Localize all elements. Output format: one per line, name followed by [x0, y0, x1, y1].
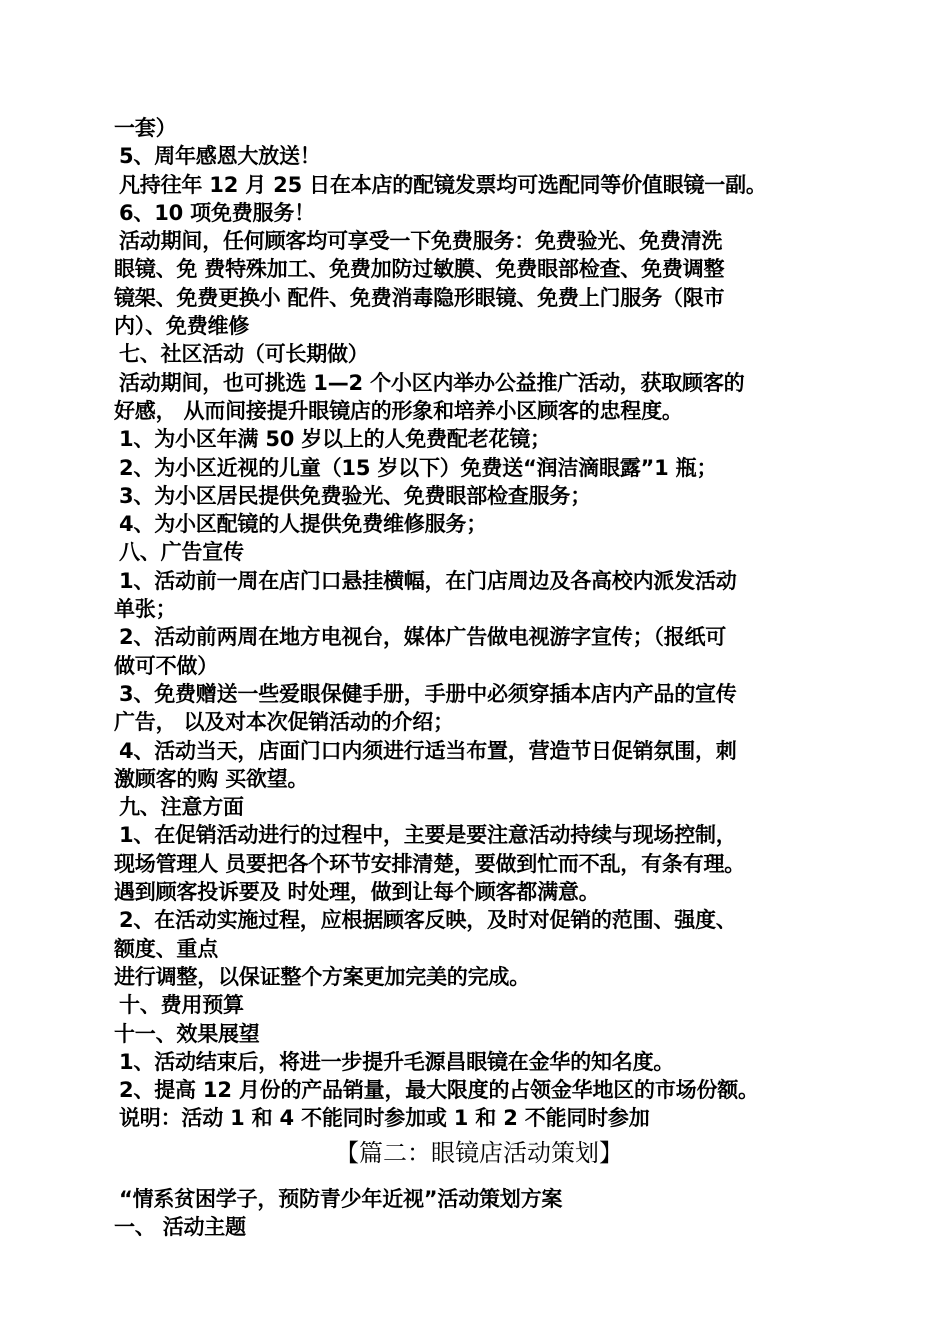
- text-line: 4、为小区配镜的人提供免费维修服务；: [119, 512, 488, 537]
- text-line: 镜架、免费更换小 配件、免费消毒隐形眼镜、免费上门服务（限市: [114, 285, 725, 310]
- text-line: 内）、免费维修: [114, 314, 250, 339]
- text-line: 3、为小区居民提供免费验光、免费眼部检查服务；: [119, 483, 592, 508]
- text-line: 七、社区活动（可长期做）: [119, 342, 369, 367]
- body-text: [114, 114, 844, 1133]
- text-line: 现场管理人 员要把各个环节安排清楚，要做到忙而不乱，有条有理。: [114, 851, 746, 876]
- text-line: 2、在活动实施过程，应根据顾客反映，及时对促销的范围、强度、: [119, 908, 737, 933]
- text-line: 十、费用预算: [119, 993, 244, 1018]
- text-line: 一套）: [114, 116, 177, 140]
- text-line: 5、周年感恩大放送！: [119, 144, 321, 169]
- text-line: 广告， 以及对本次促销活动的介绍；: [114, 710, 454, 735]
- text-line: 好感， 从而间接提升眼镜店的形象和培养小区顾客的忠程度。: [114, 398, 683, 423]
- text-line: 一、 活动主题: [114, 1214, 246, 1239]
- section-title: 【篇二：眼镜店活动策划】: [335, 1138, 623, 1167]
- text-line: 八、广告宣传: [119, 540, 244, 565]
- section-intro: [114, 1185, 844, 1242]
- text-line: 说明：活动 1 和 4 不能同时参加或 1 和 2 不能同时参加: [119, 1106, 650, 1131]
- text-line: 活动期间，也可挑选 1—2 个小区内举办公益推广活动，获取顾客的: [119, 370, 745, 395]
- text-line: 2、为小区近视的儿童（15 岁以下）免费送“润洁滴眼露”1 瓶；: [119, 455, 718, 480]
- plan-title: “情系贫困学子，预防青少年近视”活动策划方案: [119, 1186, 563, 1211]
- text-line: 3、免费赠送一些爱眼保健手册，手册中必须穿插本店内产品的宣传: [119, 681, 737, 706]
- text-line: 1、活动前一周在店门口悬挂横幅，在门店周边及各高校内派发活动: [119, 568, 737, 593]
- text-line: 6、10 项免费服务！: [119, 200, 315, 225]
- document-page: [114, 114, 844, 1241]
- text-line: 2、活动前两周在地方电视台，媒体广告做电视游字宣传；（报纸可: [119, 625, 727, 650]
- text-line: 凡持往年 12 月 25 日在本店的配镜发票均可选配同等价值眼镜一副。: [119, 172, 767, 197]
- text-line: 1、在促销活动进行的过程中，主要是要注意活动持续与现场控制，: [119, 823, 737, 848]
- text-line: 额度、重点: [114, 936, 218, 961]
- text-line: 4、活动当天，店面门口内须进行适当布置，营造节日促销氛围，刺: [119, 738, 737, 763]
- text-line: 激顾客的购 买欲望。: [114, 766, 309, 791]
- text-line: 十一、效果展望: [114, 1021, 260, 1046]
- text-line: 遇到顾客投诉要及 时处理，做到让每个顾客都满意。: [114, 880, 600, 905]
- text-line: 单张；: [114, 597, 177, 622]
- text-line: 活动期间，任何顾客均可享受一下免费服务：免费验光、免费清洗: [119, 229, 723, 254]
- text-line: 做可不做）: [114, 653, 218, 678]
- text-line: 进行调整，以保证整个方案更加完美的完成。: [114, 964, 530, 989]
- text-line: 1、为小区年满 50 岁以上的人免费配老花镜；: [119, 427, 551, 452]
- text-line: 2、提高 12 月份的产品销量，最大限度的占领金华地区的市场份额。: [119, 1078, 759, 1103]
- text-line: 眼镜、免 费特殊加工、免费加防过敏膜、免费眼部检查、免费调整: [114, 257, 725, 282]
- text-line: 九、注意方面: [119, 795, 244, 820]
- text-line: 1、活动结束后，将进一步提升毛源昌眼镜在金华的知名度。: [119, 1049, 675, 1074]
